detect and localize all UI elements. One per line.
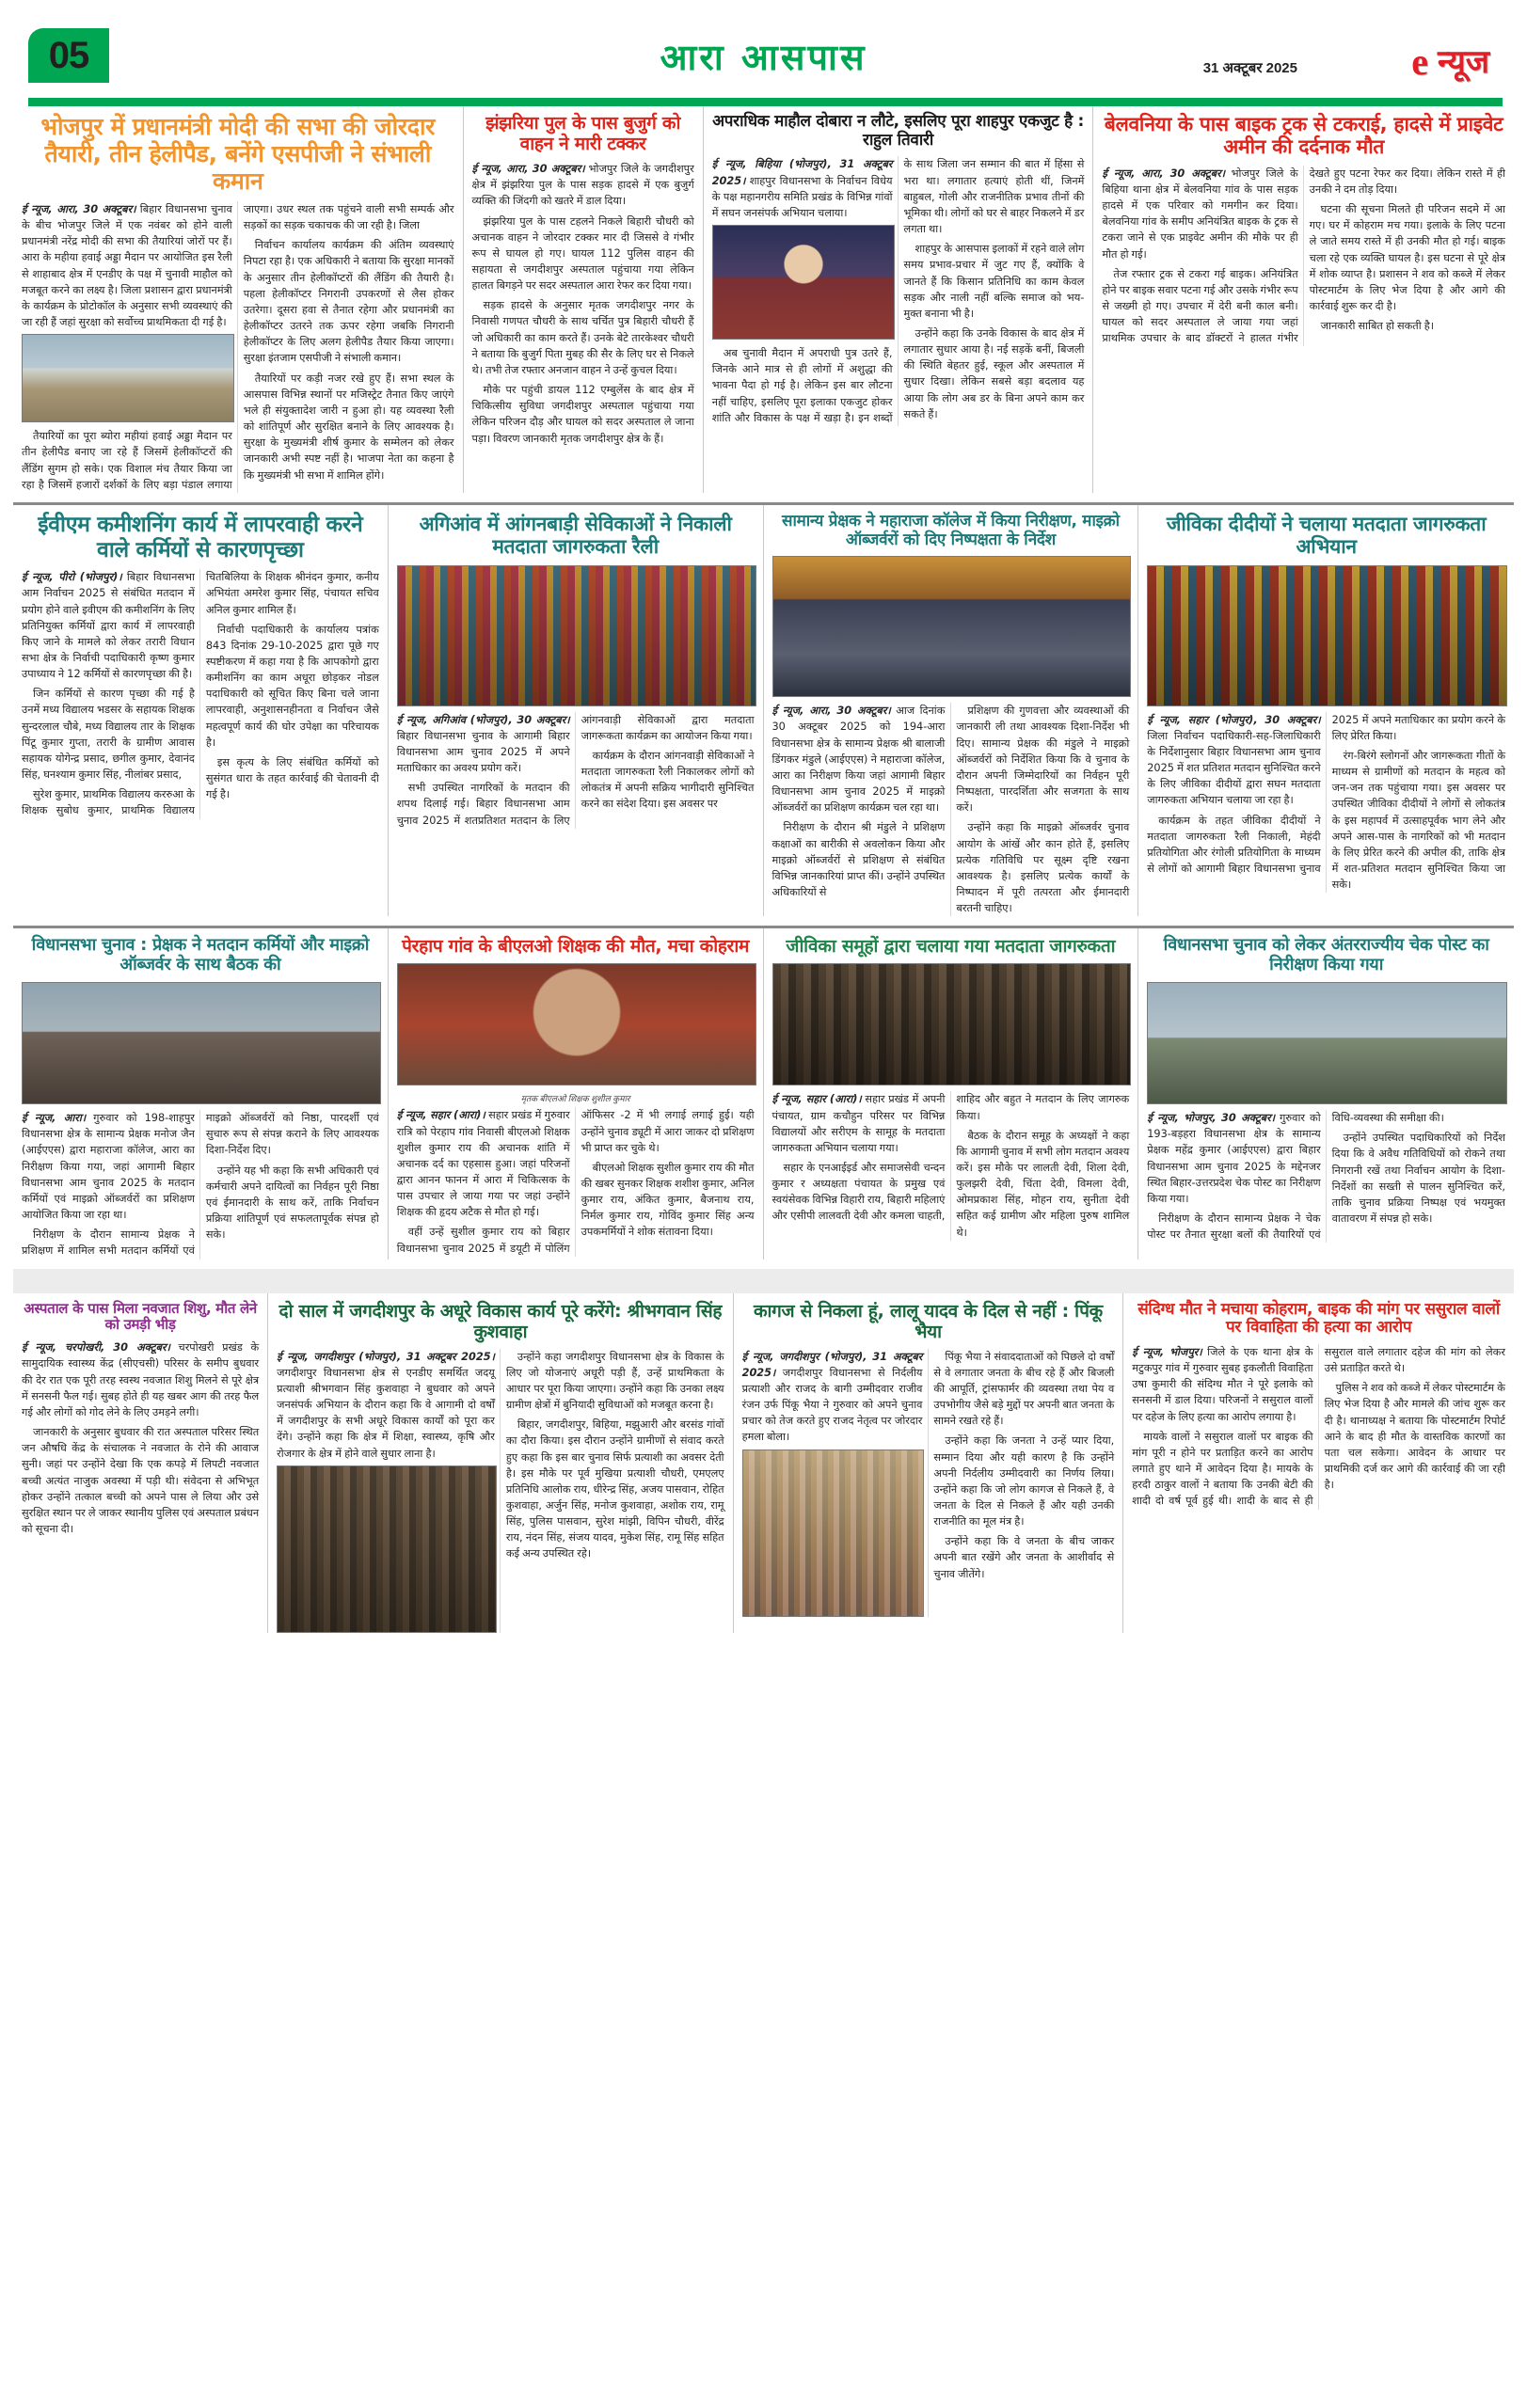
photo-caption: मृतक बीएलओ शिक्षक शुशील कुमार [520,1094,630,1104]
paragraph: सहार के एनआईइर्ड और समाजसेवी चन्दन कुमार र अध्यक्षता पंचायत के प्रमुख एवं स्वयंसेवक विभिन्न विहारी राय, बिहारी महिलाएं और एसीपी लालवती देवी और कमला चाहती, शाहिद और बहुत ने मतदान के लिए जागरुक किया। [771,1093,1130,1223]
article-jeevika-groups-awareness [764,928,1139,1259]
paragraph: कार्यक्रम के तहत जीविका दीदीयों ने मतदाता जागरुकता रैली निकाली, मेहंदी प्रतियोगिता और रंगोली प्रतियोगिता के माध्यम से लोगों को आगामी बिहार विधानसभा चुनाव 2025 में अपने मताधिकार का प्रयोग करने के लिए प्रेरित किया। [1147,713,1505,875]
dateline: ई न्यूज, भोजपुर, 30 अक्टूबर। [1147,1112,1275,1125]
paragraph: भोजपुर जिले के जगदीशपुर क्षेत्र में झंझरिया पुल के पास सड़क हादसे में एक बुजुर्ग व्यक्ति की जिंदगी को खतरे में डाल दिया। [471,163,694,208]
logo-news-text: न्यूज [1438,43,1489,81]
paragraph: निरीक्षण के दौरान सामान्य प्रेक्षक ने चेक पोस्ट पर तैनात सुरक्षा बलों की तैयारियों एवं विधि-व्यवस्था की समीक्षा की। [1147,1112,1444,1242]
dateline: ई न्यूज, सहार (आरा)। [771,1093,862,1106]
article-belwaniya-accident [1093,105,1514,493]
dateline: ई न्यूज, आरा, 30 अक्टूबर। [771,705,891,718]
paragraph: सभी उपस्थित नागरिकों के मतदान की शपथ दिलाई गई। बिहार विधानसभा आम चुनाव 2025 में शतप्रतिशत मतदान के लिए आंगनवाड़ी सेविकाओं द्वारा मतदाता जागरूकता कार्यक्रम का आयोजन किया गया। [396,713,755,827]
paragraph: इस कृत्य के लिए संबंधित कर्मियों को सुसंगत धारा के तहत कार्रवाई की चेतावनी दी गई है। [205,755,379,801]
page-number: 05 [48,35,89,76]
article-photo-rally-tent [22,334,234,422]
headline: बेलवनिया के पास बाइक ट्रक से टकराई, हादसे में प्राइवेट अमीन की दर्दनाक मौत [1104,113,1503,159]
paragraph: अब चुनावी मैदान में अपराधी पुत्र उतरे हैं, जिनके आने मात्र से ही लोगों में अशुद्धा की भावना पैदा हो गई है। लेकिन इस बार लौटना नहीं चाहिए, इसलिए पूरा इलाका एकजुट होकर शांति और विकास के पक्ष में खड़ा है। इन शब्दों के साथ जिला जन सम्मान की बात में हिंसा से भरा था। लगातार हत्याएं होती थीं, जिनमें बाहुबल, गोली और राजनीतिक प्रभाव तीनों की भूमिका थी। लोगों को घर से बाहर निकलने में डर लगता था। [711,158,1085,424]
dateline: ई न्यूज, जगदीशपुर (भोजपुर), 31 अक्टूबर 2025। [741,1350,923,1379]
publication-date: 31 अक्टूबर 2025 [1202,60,1297,76]
article-row-1 [13,105,1514,493]
paragraph: शाहपुर के आसपास इलाकों में रहने वाले लोग समय प्रभाव-प्रचार में जुट गए हैं, क्योंकि वे जानते हैं कि किसान प्रतिनिधि का काम केवल सड़क और नाली नहीं बल्कि समाज को भय-मुक्त बनाना भी है। [903,243,1085,320]
paragraph: उन्होंने कहा जगदीशपुर विधानसभा क्षेत्र के विकास के लिए जो योजनाएं अधूरी पड़ी हैं, उन्हें प्राथमिकता के आधार पर पूरा किया जाएगा। उन्होंने कहा कि उनका लक्ष्य ग्रामीण क्षेत्रों में बुनियादी सुविधाओं को मजबूत करना है। [505,1350,724,1412]
page-title: आरा आसपास [660,37,867,78]
paragraph: उन्होंने कहा कि वे जनता के बीच जाकर अपनी बात रखेंगे और जनता के आशीर्वाद से चुनाव जीतेंगे। [933,1535,1115,1580]
masthead [13,0,1514,105]
row-divider-band [13,1269,1514,1293]
paragraph: भोजपुर जिले के बिहिया थाना क्षेत्र में बेलवनिया गांव के पास सड़क हादसे में एक परिवार को गमगीन कर दिया। बेलवनिया गांव के समीप अनियंत्रित बाइक के ट्रक से टकरा जाने से एक प्राइवेट अमीन की मौके पर ही मौत हो गई। [1102,166,1298,261]
article-bridge-accident [464,105,704,493]
paragraph: निर्वाची पदाधिकारी के कार्यालय पत्रांक 843 दिनांक 29-10-2025 द्वारा पूछे गए स्पष्टीकरण में कहा गया है कि आपकोगो द्वारा कमीशनिंग का काम अधूरा छोड़कर नोडल पदाधिकारी को सूचित किए बिना चले जाना लापरवाही, अनुशासनहीनता व निर्वाचन जैसे महत्वपूर्ण कार्य की घोर उपेक्षा का परिचायक है। [205,623,379,749]
dateline: ई न्यूज, अगिआंव (भोजपुर), 30 अक्टूबर। [396,713,570,726]
dateline: ई न्यूज, सहार (आरा)। [396,1109,485,1122]
headline: भोजपुर में प्रधानमंत्री मोदी की सभा की जोरदार तैयारी, तीन हेलीपैड, बनेंगे एसपीजी ने संभाली कमान [40,113,436,195]
paragraph: बिहार विधानसभा चुनाव के बीच भोजपुर जिले में एक नवंबर को होने वाली प्रधानमंत्री नरेंद्र मोदी की सभा की तैयारियां जोरों पर हैं। आरा के महीया हवाई अड्डा मैदान पर आयोजित इस रैली से शाहाबाद क्षेत्र में एनडीए के पक्ष में चुनावी माहौल को मजबूत करने का लक्ष्य है। जिला प्रशासन द्वारा प्रधानमंत्री के कार्यक्रम के प्रोटोकॉल के अनुसार सभी व्यवस्थाएं की जा रही हैं जहां सुरक्षा को सर्वोच्च प्राथमिकता दी गई है। [22,203,232,329]
paragraph: बिहार, जगदीशपुर, बिहिया, मझुआरी और बरसंड गांवों का दौरा किया। इस दौरान उन्होंने ग्रामीणों से संवाद करते हुए कहा कि इस बार चुनाव सिर्फ प्रत्याशी का अवसर देती है। इस मौके पर पूर्व मुखिया प्रत्याशी चौधरी, एमएलए प्रतिनिधि आलोक राय, धीरेन्द्र सिंह, अजय पासवान, रोहित कुशवाहा, अर्जुन सिंह, मनोज कुशवाहा, अशोक राय, रामू सिंह, पुलिस पासवान, सुरेश मांझी, विपिन चौधरी, वीरेंद्र राय, नंदन सिंह, संजय यादव, मुकेश सिंह, रामू सिंह सहित कई अन्य उपस्थित रहे। [505,1418,724,1560]
headline: विधानसभा चुनाव : प्रेक्षक ने मतदान कर्मियों और माइक्रो ऑब्जर्वर के साथ बैठक की [31,935,370,975]
article-photo-checkpost [1147,982,1507,1104]
paragraph: वहीं उन्हें सुशील कुमार राय को बिहार विधानसभा चुनाव 2025 में डयूटी में पोलिंग ऑफिसर -2 में भी लगाई लगाई हुई। यही उन्होंने चुनाव ड्यूटी में आरा जाकर दो प्रशिक्षण भी प्राप्त कर चुके थे। [396,1109,755,1255]
paragraph: निरीक्षण के दौरान सामान्य प्रेक्षक ने प्रशिक्षण में शामिल सभी मतदान कर्मियों एवं माइक्रो ऑब्जर्वरों को निष्ठा, पारदर्शी एवं सुचारु रूप से संपन्न कराने के लिए आवश्यक दिशा-निर्देश दिए। [22,1112,379,1258]
article-photo-anganwadi-rally [397,565,756,706]
dateline: ई न्यूज, भोजपुर। [1132,1345,1202,1358]
paragraph: उन्होंने उपस्थित पदाधिकारियों को निर्देश दिया कि वे अवैध गतिविधियों को रोकने तथा निगरानी रखें तथा निर्वाचन आयोग के दिशा-निर्देशों का सख्ती से पालन सुनिश्चित करें, ताकि चुनाव प्रक्रिया निष्पक्ष एवं भयमुक्त वातावरण में संपन्न हो सके। [1331,1132,1505,1226]
logo-e-letter: e [1411,40,1429,83]
paragraph: सहार प्रखंड में अपनी पंचायत, ग्राम कचौहुन परिसर पर विभिन्न विद्यालयों और सरीएम के सामूह के मतदाता जागरुकता अभियान चलाया गया। [771,1093,946,1154]
headline: अस्पताल के पास मिला नवजात शिशु, मौत लेने को उमड़ी भीड़ [24,1299,257,1333]
article-photo-jeevika-group [772,963,1132,1085]
article-photo-deceased-teacher [397,963,756,1085]
paragraph: तैयारियों पर कड़ी नजर रखे हुए हैं। सभा स्थल के आसपास विभिन्न स्थानों पर मजिस्ट्रेट तैनात किए जाएंगे भले ही संयुक्तादेश जारी न हुआ हो। यह व्यवस्था रैली को शांतिपूर्ण और सुरक्षित बनाने के लिए आवश्यक है। सुरक्षा के मुख्यमंत्री शीर्ष कुमार के सम्मेलन को लेकर जानकारी अभी स्पष्ट नहीं है। भाजपा नेता का कहना है कि मुख्यमंत्री भी सभा में शामिल होंगे। [243,372,454,482]
paragraph: आज दिनांक 30 अक्टूबर 2025 को 194-आरा विधानसभा क्षेत्र के सामान्य प्रेक्षक श्री बालाजी डिंगकर मंडुले (आईएएस) ने महाराजा कॉलेज, आरा का निरीक्षण किया जहां आगामी बिहार विधानसभा आम चुनाव 2025 में माइक्रो ऑब्जर्वरों का प्रशिक्षण कार्यक्रम चल रहा था। [771,705,946,815]
article-agiaon-anganwadi-rally [389,505,764,916]
paragraph: उन्होंने कहा कि जनता ने उन्हें प्यार दिया, सम्मान दिया और यही कारण है कि उन्होंने अपनी निर्दलीय उम्मीदवारी का निर्णय लिया। उन्होंने कहा कि जो लोग कागज से निकले हैं, वे जनता के दिल से निकले हैं और यही उनकी राजनीति का मूल मंत्र है। [933,1434,1115,1529]
paragraph: चरपोखरी प्रखंड के सामुदायिक स्वास्थ्य केंद्र (सीएचसी) परिसर के समीप बुधवार की देर रात एक पूरी तरह स्वस्थ नवजात शिशु मिलने से पूरे क्षेत्र में सनसनी फैल गई। सुबह होते ही यह खबर आग की तरह फैल गई और लोगों को गोद लेने के लिए उमड़ने लगी। [22,1341,260,1418]
article-newborn-found [13,1293,268,1633]
dateline: ई न्यूज, आरा, 30 अक्टूबर। [22,203,136,215]
dateline: ई न्यूज, चरपोखरी, 30 अक्टूबर। [22,1341,170,1354]
headline: झंझरिया पुल के पास बुजुर्ग को वाहन ने मारी टक्कर [485,113,681,155]
paragraph: जिन कर्मियों से कारण पृच्छा की गई है उनमें मध्य विद्यालय भडसर के सहायक शिक्षक सुन्दरलाल चौबे, मध्य विद्यालय तार के शिक्षक पिंटू कुमार गुप्ता, तरारी के ग्रामीण आवास सहायक योगेन्द्र प्रसाद, छगील कुमार, देवानंद सिंह, घनश्याम कुमार सिंह, नीलांबर प्रसाद, [22,688,195,782]
article-jeevika-awareness [1138,505,1514,916]
paragraph: प्रशिक्षण की गुणवत्ता और व्यवस्थाओं की जानकारी ली तथा आवश्यक दिशा-निर्देश भी दिए। सामान्य प्रेक्षक की मंडुले ने माइक्रो ऑब्जर्वरों को निर्देशित किया कि वे चुनाव के दौरान अपनी जिम्मेदारियों का निर्वहन पूरी निष्पक्षता, पारदर्शिता और सजगता के साथ करें। [956,705,1130,815]
paragraph: रंग-बिरंगे स्लोगनों और जागरूकता गीतों के माध्यम से ग्रामीणों को मतदान के महत्व को जन-जन तक पहुंचाया गया। इस अवसर पर उपस्थित जीविका दीदीयों ने लोगों से लोकतंत्र के इस महापर्व में उत्साहपूर्वक भाग लेने और अपने आस-पास के नागरिकों को भी मतदान के लिए प्रेरित करने की अपील की, ताकि क्षेत्र में शत-प्रतिशत मतदान सुनिश्चित किया जा सके। [1331,749,1505,892]
dateline: ई न्यूज, आरा। [22,1112,87,1125]
article-modi-rally [13,105,464,493]
headline: ईवीएम कमीशनिंग कार्य में लापरवाही करने वाले कर्मियों से कारणपृच्छा [38,512,363,562]
paragraph: पिंकू भैया ने संवाददाताओं को पिछले दो वर्षों से वे लगातार जनता के बीच रहे हैं और बिजली की आपूर्ति, ट्रांसफार्मर की व्यवस्था तथा पेय व उपभोगीय जैसे बड़े मुद्दों पर अपनी बात जनता के सामने रखते रहे हैं। [933,1350,1115,1428]
article-pinku-bhaiya [734,1293,1124,1633]
paragraph: उन्होंने यह भी कहा कि सभी अधिकारी एवं कर्मचारी अपने दायित्वों का निर्वहन पूरी निष्ठा एवं ईमानदारी के साथ करें, ताकि निर्वाचन प्रक्रिया शांतिपूर्ण एवं सफलतापूर्वक संपन्न हो सके। [205,1164,379,1242]
article-row-4 [13,1293,1514,1633]
dateline: ई न्यूज, पीरो (भोजपुर)। [22,571,122,584]
paragraph: कार्यक्रम के दौरान आंगनवाड़ी सेविकाओं ने मतदाता जागरुकता रैली निकालकर लोगों को लोकतंत्र में अपनी सक्रिय भागीदारी सुनिश्चित करने का संदेश दिया। इस अवसर पर [581,749,755,811]
headline: पेरहाप गांव के बीएलओ शिक्षक की मौत, मचा कोहराम [402,936,750,958]
paragraph: सुरेश कुमार, प्राथमिक विद्यालय कररुआ के शिक्षक सुबोध कुमार, प्राथमिक विद्यालय चितबिलिया के शिक्षक श्रीनंदन कुमार, कनीय अभियंता अमरेश कुमार सिंह, पंचायत सचिव अनिल कुमार शामिल हैं। [22,571,379,817]
paragraph: उन्होंने कहा कि उनके विकास के बाद क्षेत्र में लगातार सुधार आया है। नई सड़कें बनीं, बिजली की स्थिति बेहतर हुई, स्कूल और अस्पताल में सुधार दिखा। लेकिन सबसे बड़ा बदलाव यह आया कि लोग अब डर के बिना अपने काम कर सकते हैं। [903,327,1085,420]
article-row-3 [13,928,1514,1259]
article-shahpur-rahul-tiwari [704,105,1094,493]
paragraph: बीएलओ शिक्षक सुशील कुमार राय की मौत की खबर सुनकर शिक्षक शशीश कुमार, अनिल कुमार राय, अंकित कुमार, बैजनाथ राय, निर्मल कुमार राय, गोविंद कुमार सिंह अन्य उपकमर्मियों ने शोक संतावना दिया। [581,1161,755,1239]
article-jagdishpur-development [268,1293,733,1633]
article-observer-meeting [13,928,389,1259]
paragraph: जिले के एक थाना क्षेत्र के मटुकपुर गांव में गुरुवार सुबह इकलौती विवाहिता उषा कुमारी की संदिग्ध मौत ने पूरे इलाके को सनसनी में डाल दिया। परिजनों ने ससुराल वालों पर दहेज के लिए हत्या का आरोप लगाया है। [1132,1345,1313,1423]
headline: सामान्य प्रेक्षक ने महाराजा कॉलेज में किया निरीक्षण, माइक्रो ऑब्जर्वरों को दिए निष्पक्षता के निर्देश [781,511,1120,549]
paragraph: बैठक के दौरान समूह के अध्यक्षों ने कहा कि आगामी चुनाव में सभी लोग मतदान अवश्य करें। इस मौके पर लालती देवी, शिला देवी, फुलझरी देवी, चिंता देवी, विमला देवी, ओमप्रकाश सिंह, मोहन राय, सुनीता देवी सहित कई ग्रामीण और महिला पुरुष शामिल थे। [956,1129,1130,1239]
article-evm-commissioning [13,505,389,916]
dateline: ई न्यूज, आरा, 30 अक्टूबर। [1102,166,1226,180]
article-photo-rahul-tiwari [712,225,895,340]
paragraph: निरीक्षण के दौरान श्री मंडुले ने प्रशिक्षण कक्षाओं का बारीकी से अवलोकन किया और माइक्रो ऑब्जर्वरों से प्रशिक्षण से संबंधित विभिन्न जानकारियां प्राप्त कीं। उन्होंने उपस्थित अधिकारियों से [771,821,946,899]
paragraph: बिहार विधानसभा आम निर्वाचन 2025 से संबंधित मतदान में प्रयोग होने वाले इवीएम की कमीशनिंग के लिए प्रतिनियुक्त कर्मियों द्वारा कार्य में लापरवाही किए जाने के मामले को लेकर तरारी विधान सभा क्षेत्र के निर्वाची पदाधिकारी कृष्ण कुमार उपाध्याय ने 12 कर्मियों से कारणपृच्छा की है। [22,571,195,681]
article-photo-kushwaha-campaign [277,1465,497,1633]
paragraph: तैयारियों का पूरा ब्योरा महीयां हवाई अड्डा मैदान पर तीन हेलीपैड बनाए जा रहे हैं जिसमें हेलीकॉप्टरों की लैंडिंग सुगम हो सके। एक विशाल मंच तैयार किया जा रहा है जिसमें हजारों दर्शकों के लिए बड़ा पंडाल लगाया जाएगा। उधर स्थल तक पहुंचने वाली सभी सम्पर्क और सड़कों का सड़क चकाचक की जा रही है। जिला [22,203,454,491]
paragraph: गुरुवार को 198-शाहपुर विधानसभा क्षेत्र के सामान्य प्रेक्षक मनोज जैन (आईएएस) द्वारा महाराजा कॉलेज, आरा का निरीक्षण किया गया, जहां आगामी बिहार विधानसभा आम चुनाव 2025 के मतदान कर्मियों एवं माइक्रो ऑब्जर्वरों का प्रशिक्षण आयोजित किया जा रहा था। [22,1112,195,1222]
article-photo-training-hall [772,556,1132,697]
paragraph: जानकारी के अनुसार बुधवार की रात अस्पताल परिसर स्थित जन औषधि केंद्र के संचालक ने नवजात के रोने की आवाज सुनी। जहां पर उन्होंने देखा कि एक कपड़े में लिपटी नवजात बच्ची अत्यंत नाजुक अवस्था में पड़ी थी। संवेदना से अभिभूत होकर उन्होंने तत्काल बच्ची को अपने पास ले लिया और उसे सुरक्षित स्थान पर ले जाकर स्थानीय पुलिस एवं अस्पताल प्रबंधन को सूचना दी। [22,1426,260,1535]
headline: जीविका दीदीयों ने चलाया मतदाता जागरुकता अभियान [1166,512,1487,559]
paragraph: झंझरिया पुल के पास टहलने निकले बिहारी चौधरी को अचानक वाहन ने जोरदार टक्कर मार दी जिससे वे गंभीर रूप से घायल हो गए। घायल 112 पुलिस वाहन की सहायता से जगदीशपुर अस्पताल पहुंचाया गया लेकिन हालत बिगड़ने पर सदर अस्पताल आरा रेफर कर दिया गया। [471,214,694,293]
paragraph: गुरुवार को 193-बड़हरा विधानसभा क्षेत्र के सामान्य प्रेक्षक महेंद्र कुमार (आईएएस) द्वारा बिहार विधानसभा आम चुनाव 2025 के मद्देनजर स्थित बिहार-उत्तरप्रदेश चेक पोस्ट का निरीक्षण किया गया। [1147,1112,1321,1205]
paragraph: सहार प्रखंड में गुरुवार रात्रि को पेरहाप गांव निवासी बीएलओ शिक्षक शुशील कुमार राय की अचानक शांति में अचानक दर्द का एहसास हुआ। जहां परिजनों द्वारा आनन फानन में आरा में चिकित्सक के पास उपचार ले जाया गया पर जहां उन्होंने शिक्षक की हृदय अटैक से मौत हो गई। [396,1109,570,1219]
dateline: ई न्यूज, जगदीशपुर (भोजपुर), 31 अक्टूबर 2025। [277,1350,495,1363]
article-row-2 [13,505,1514,916]
paragraph: निर्वाचन कार्यालय कार्यक्रम की अंतिम व्यवस्थाएं निपटा रहा है। एक अधिकारी ने बताया कि सुरक्षा मानकों के अनुसार तीन हेलीकॉप्टरों की लैंडिंग की तैयारी है। पहला हेलीकॉप्टर निगरानी उपकरणों से लैस होकर उतरेगा। दूसरा हवा से तैनात रहेगा और प्रधानमंत्री का हेलीकॉप्टर उतरने तक ऊपर रहेगा जबकि निगरानी हेलीकॉप्टर के लिए अलग हेलीपैड तैयार किया जाएगा। सुरक्षा इंतजाम एसपीजी ने संभाली कमान। [243,239,454,365]
headline: कागज से निकला हूं, लालू यादव के दिल से नहीं : पिंकू भैया [753,1300,1103,1342]
paragraph: उन्होंने कहा कि माइक्रो ऑब्जर्वर चुनाव आयोग के आंखें और कान होते हैं, इसलिए प्रत्येक गतिविधि पर सूक्ष्म दृष्टि रखना आवश्यक है। इसलिए प्रत्येक कार्यों के निष्पादन में पूरी तत्परता और ईमानदारी बरतनी चाहिए। [956,821,1130,915]
article-blo-teacher-death [389,928,764,1259]
headline: संदिग्ध मौत ने मचाया कोहराम, बाइक की मांग पर ससुराल वालों पर विवाहिता की हत्या का आरोप [1137,1299,1500,1338]
paragraph: जगदीशपुर विधानसभा क्षेत्र से एनडीए समर्थित जदयू प्रत्याशी श्रीभगवान सिंह कुशवाहा ने बुधवार को अपने जनसंपर्क अभियान के दौरान कहा कि वे आगामी दो वर्षों में जगदीशपुर के सभी अधूरे विकास कार्यों को पूरा कर देंगे। उन्होंने कहा कि क्षेत्र में शिक्षा, स्वास्थ्य, कृषि और रोजगार के क्षेत्र में होने वाले सुधार लाना है। [277,1366,495,1460]
article-suspicious-death-dowry [1123,1293,1514,1633]
paragraph: जगदीशपुर विधानसभा से निर्दलीय प्रत्याशी और राजद के बागी उम्मीदवार राजीव रंजन उर्फ पिंकू भैया ने गुरुवार को अपने चुनाव प्रचार को तेज करते हुए राजद नेतृत्व पर जोरदार हमला बोला। [741,1366,923,1444]
article-observer-maharaja-college [764,505,1139,916]
paragraph: जानकारी साबित हो सकती है। [1320,320,1435,333]
paragraph: सड़क हादसे के अनुसार मृतक जगदीशपुर नगर के निवासी गणपत चौधरी के साथ चर्चित पुत्र बिहारी चौधरी हैं जो अधिकारी का काम करते हैं। उनके बेटे तारकेश्वर चौधरी ने बताया कि बुजुर्ग पिता मुबह की सैर के लिए घर से निकले थे। तभी तेज रफ्तार अनजान वाहन ने उन्हें कुचल दिया। [471,299,694,376]
paragraph: मायके वालों ने ससुराल वालों पर बाइक की मांग पूरी न होने पर प्रताड़ित करने का आरोप लगाते हुए थाने में आवेदन दिया है। मायके के हरदी ठाकुर वालों ने बताया कि उनकी बेटी की शादी दो वर्ष पूर्व हुई थी। शादी के बाद से ही ससुराल वाले लगातार दहेज की मांग को लेकर उसे प्रताड़ित करते थे। [1132,1345,1505,1508]
dateline: ई न्यूज, सहार (भोजपुर), 30 अक्टूबर। [1147,713,1321,726]
article-photo-observer-meeting [22,982,381,1104]
dateline: ई न्यूज, आरा, 30 अक्टूबर। [471,163,585,176]
paragraph: मौके पर पहुंची डायल 112 एम्बुलेंस के बाद क्षेत्र में चिकित्सीय सुविधा जगदीशपुर अस्पताल पहुंचाया गया लेकिन परिजन दौड़ और घायल को सदर अस्पताल ले जाना पड़ा। विवरण जानकारी मृतक जगदीशपुर क्षेत्र के हैं। [471,384,694,445]
paragraph: तेज रफ्तार ट्रक से टकरा गई बाइक। अनियंत्रित होने पर बाइक सवार पटना गई और उसके गंभीर रूप से जख्मी हो गए। उपचार में देरी बनी काल बनी। घायल को सदर अस्पताल ले जाया गया जहां प्राथमिक उपचार के बाद डॉक्टरों ने हालत गंभीर देखते हुए पटना रेफर कर दिया। लेकिन रास्ते में ही उनकी ने दम तोड़ दिया। [1102,166,1505,345]
paragraph: जिला निर्वाचन पदाधिकारी-सह-जिलाधिकारी के निर्देशानुसार बिहार विधानसभा आम चुनाव 2025 में शत प्रतिशत मतदान सुनिश्चित करने के लिए जीविका दीदीयों द्वारा सघन मतदाता जागरुकता अभियान चलाया जा रहा है। [1147,729,1321,807]
headline: विधानसभा चुनाव को लेकर अंतरराज्यीय चेक पोस्ट का निरीक्षण किया गया [1163,935,1489,975]
headline: दो साल में जगदीशपुर के अधूरे विकास कार्य पूरे करेंगे: श्रीभगवान सिंह कुशवाहा [278,1300,723,1342]
enews-logo [1411,40,1489,83]
headline: जीविका समूहों द्वारा चलाया गया मतदाता जागरुकता [786,936,1116,958]
article-interstate-checkpost [1138,928,1514,1259]
paragraph: शाहपुर विधानसभा के निर्वाचन विधेय के पक्ष महानगरीय समिति प्रखंड के विभिन्न गांवों में सघन जनसंपर्क अभियान चलाया। [711,174,893,219]
dateline: ई न्यूज, बिहिया (भोजपुर), 31 अक्टूबर 2025। [711,158,893,187]
article-photo-jeevika-rally [1147,565,1507,706]
article-photo-pinku-rally [742,1450,925,1617]
paragraph: घटना की सूचना मिलते ही परिजन सदमे में आ गए। घर में कोहराम मच गया। इलाके के लिए पटना ले जाते समय रास्ते में ही उनकी मौत हो गई। बाइक चला रहे एक व्यक्ति घायल है। इस घटना से पूरे क्षेत्र में शोक व्याप्त है। प्रशासन ने शव को कब्जे में लेकर पोस्टमार्टम के लिए भेज दिया है और आगे की कार्रवाई शुरू कर दी है। [1309,203,1505,312]
masthead-rule [28,98,1503,106]
headline: अपराधिक माहौल दोबारा न लौटे, इसलिए पूरा शाहपुर एकजुट है : राहुल तिवारी [712,112,1084,150]
headline: अगिआंव में आंगनबाड़ी सेविकाओं ने निकाली मतदाता जागरुकता रैली [419,512,732,559]
paragraph: पुलिस ने शव को कब्जे में लेकर पोस्टमार्टम के लिए भेज दिया है और मामले की जांच शुरू कर दी है। थानाध्यक्ष ने बताया कि पोस्टमार्टम रिपोर्ट आने के बाद ही मौत के वास्तविक कारणों का पता चल सकेगा। आवेदन के आधार पर प्राथमिकी दर्ज कर आगे की कार्रवाई की जा रही है। [1324,1382,1505,1492]
paragraph: बिहार विधानसभा चुनाव के आगामी बिहार विधानसभा आम चुनाव 2025 में अपने मताधिकार का अवश्य प्रयोग करें। [396,729,570,775]
